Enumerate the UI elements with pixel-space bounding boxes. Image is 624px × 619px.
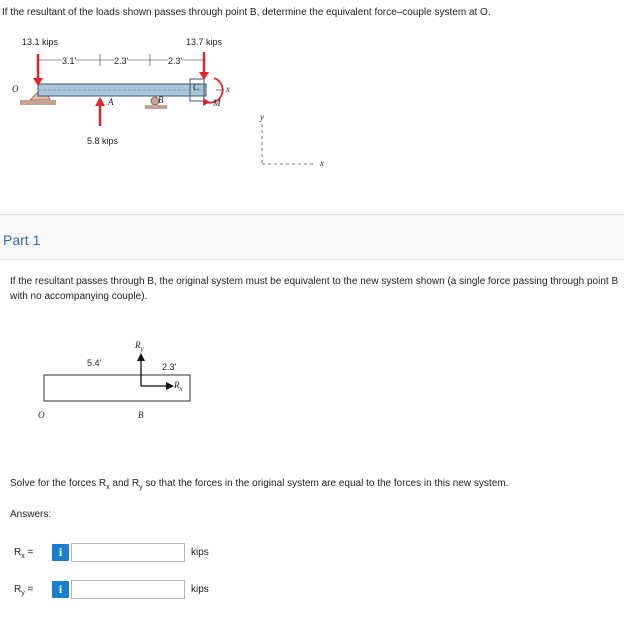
- point-c-label: C: [193, 82, 200, 92]
- new-point-o-label: O: [38, 410, 45, 420]
- dim-3-label: 2.3': [168, 56, 183, 66]
- moment-label: M: [213, 98, 221, 108]
- info-icon[interactable]: i: [52, 581, 69, 598]
- point-b-label: B: [158, 95, 164, 105]
- load-bottom-label: 5.8 kips: [87, 136, 119, 146]
- answers-label: Answers:: [10, 509, 52, 520]
- axes-figure: [250, 110, 330, 180]
- new-point-b-label: B: [138, 410, 144, 420]
- figure-x-label: x: [226, 84, 230, 94]
- answer-row-rx: [0, 542, 624, 564]
- dim-2-label: 2.3': [114, 56, 129, 66]
- part-description: If the resultant passes through B, the original system must be equivalent to the new system shown (a single force passing through point B with no accompanying couple).: [10, 276, 619, 302]
- solve-instruction: Solve for the forces $R_x$ and $R_y$ so that the forces in the original system are equal to the forces in this new system.: [10, 478, 509, 491]
- load-arrow-bottom: [95, 97, 105, 106]
- axis-x-label: x: [320, 158, 324, 168]
- new-dim-left-label: 5.4': [87, 358, 102, 368]
- rx-label: $R_x$ =: [14, 547, 34, 560]
- force-rx-label: $R_x$: [174, 380, 183, 393]
- rx-unit-label: kips: [191, 547, 209, 558]
- force-ry-arrow: [137, 353, 145, 361]
- ground-left: [20, 100, 56, 105]
- info-icon[interactable]: i: [52, 544, 69, 561]
- point-o-label: O: [12, 84, 19, 94]
- point-a-label: A: [108, 97, 114, 107]
- force-ry-label: $R_y$: [135, 340, 144, 353]
- load-left-label: 13.1 kips: [22, 37, 59, 47]
- problem-statement: If the resultant of the loads shown passes through point B, determine the equivalent force–couple system at O.: [2, 7, 491, 18]
- rx-answer-input[interactable]: [71, 543, 185, 562]
- beam-drawing: [0, 30, 248, 160]
- answer-row-ry: [0, 579, 624, 601]
- beam-figure: [0, 30, 248, 160]
- load-right-label: 13.7 kips: [186, 37, 223, 47]
- part-title: Part 1: [3, 232, 41, 248]
- equivalent-system-diagram: [0, 340, 230, 430]
- part-header: [0, 214, 624, 260]
- dim-1-label: 3.1': [62, 56, 77, 66]
- ry-unit-label: kips: [191, 584, 209, 595]
- ry-answer-input[interactable]: [71, 580, 185, 599]
- equivalent-system-drawing: [0, 340, 230, 430]
- axis-y-label: y: [260, 112, 264, 122]
- new-dim-right-label: 2.3': [162, 362, 177, 372]
- ry-label: $R_y$ =: [14, 584, 34, 597]
